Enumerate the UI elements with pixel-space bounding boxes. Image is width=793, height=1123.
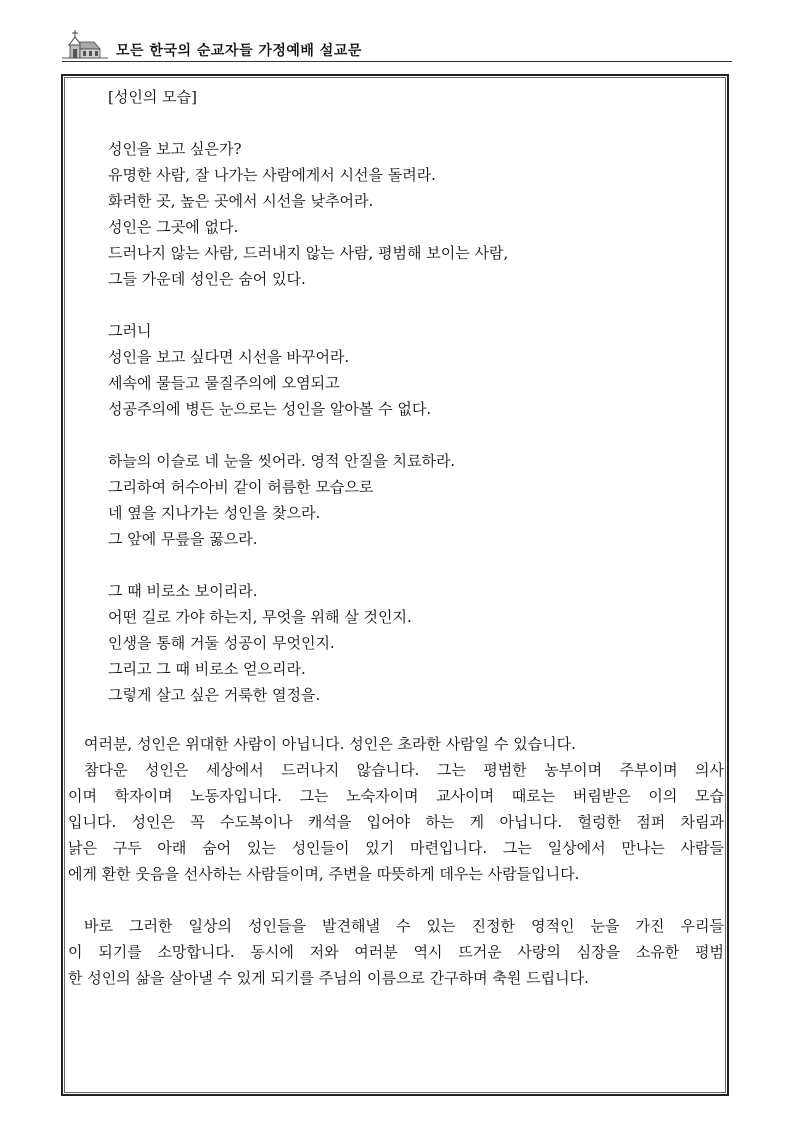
paragraph: [68, 731, 724, 887]
prose-line: 여러분, 성인은 위대한 사람이 아닙니다. 성인은 초라한 사람일 수 있습니다.: [84, 735, 576, 753]
poem-line: 하늘의 이슬로 네 눈을 씻어라. 영적 안질을 치료하라.: [108, 452, 456, 470]
stanza-gap: [108, 422, 508, 448]
page-header: [62, 28, 732, 62]
poem-line: 유명한 사람, 잘 나가는 사람에게서 시선을 돌려라.: [108, 166, 436, 184]
poem-line: 그 때 비로소 보이리라.: [108, 582, 258, 600]
poem-line: 성인을 보고 싶다면 시선을 바꾸어라.: [108, 348, 350, 366]
poem-stanza: [108, 136, 508, 292]
sermon-prose: [68, 731, 724, 991]
poem-line: 그들 가운데 성인은 숨어 있다.: [108, 270, 306, 288]
poem: [108, 84, 508, 708]
paragraph: [68, 913, 724, 991]
poem-line: 성공주의에 병든 눈으로는 성인을 알아볼 수 없다.: [108, 400, 432, 418]
poem-stanza: [108, 448, 508, 552]
stanza-gap: [108, 110, 508, 136]
church-icon: [62, 28, 108, 60]
poem-line: 세속에 물들고 물질주의에 오염되고: [108, 374, 340, 392]
poem-stanza: [108, 578, 508, 708]
poem-line: 그렇게 살고 싶은 거룩한 열정을.: [108, 686, 321, 704]
poem-line: 인생을 통해 거둘 성공이 무엇인지.: [108, 634, 335, 652]
prose-line: 입니다. 성인은 꼭 수도복이나 캐석을 입어야 하는 게 아닙니다. 헐렁한 점퍼 차림과: [68, 813, 724, 831]
poem-heading: [성인의 모습]: [108, 88, 197, 106]
poem-line: 화려한 곳, 높은 곳에서 시선을 낮추어라.: [108, 192, 374, 210]
poem-line: 그리하여 허수아비 같이 허름한 모습으로: [108, 478, 374, 496]
poem-line: 그리고 그 때 비로소 얻으리라.: [108, 660, 306, 678]
poem-line: 그 앞에 무릎을 꿇으라.: [108, 530, 258, 548]
prose-line: 바로 그러한 일상의 성인들을 발견해낼 수 있는 진정한 영적인 눈을 가진 우리들: [84, 917, 724, 935]
paragraph-gap: [68, 887, 724, 913]
prose-line: 낡은 구두 아래 숨어 있는 성인들이 있기 마련입니다. 그는 일상에서 만나는 사람들: [68, 839, 724, 857]
header-title: 모든 한국의 순교자들 가정예배 설교문: [116, 43, 362, 59]
poem-line: 네 옆을 지나가는 성인을 찾으라.: [108, 504, 321, 522]
poem-stanza: [108, 318, 508, 422]
stanza-gap: [108, 292, 508, 318]
poem-line: 성인을 보고 싶은가?: [108, 140, 242, 158]
poem-line: 드러나지 않는 사람, 드러내지 않는 사람, 평범해 보이는 사람,: [108, 244, 509, 262]
prose-line: 에게 환한 웃음을 선사하는 사람들이며, 주변을 따뜻하게 데우는 사람들입니다.: [68, 865, 580, 883]
prose-line: 이며 학자이며 노동자입니다. 그는 노숙자이며 교사이며 때로는 버림받은 이의 모습: [68, 787, 724, 805]
prose-line: 이 되기를 소망합니다. 동시에 저와 여러분 역시 뜨거운 사랑의 심장을 소유한 평범: [68, 943, 724, 961]
header-divider: [62, 61, 732, 62]
poem-line: 성인은 그곳에 없다.: [108, 218, 239, 236]
poem-line: 그러니: [108, 322, 152, 340]
prose-line: 한 성인의 삶을 살아낼 수 있게 되기를 주님의 이름으로 간구하며 축원 드립니다.: [68, 969, 589, 987]
prose-line: 참다운 성인은 세상에서 드러나지 않습니다. 그는 평범한 농부이며 주부이며 의사: [84, 761, 724, 779]
poem-line: 어떤 길로 가야 하는지, 무엇을 위해 살 것인지.: [108, 608, 412, 626]
stanza-gap: [108, 552, 508, 578]
